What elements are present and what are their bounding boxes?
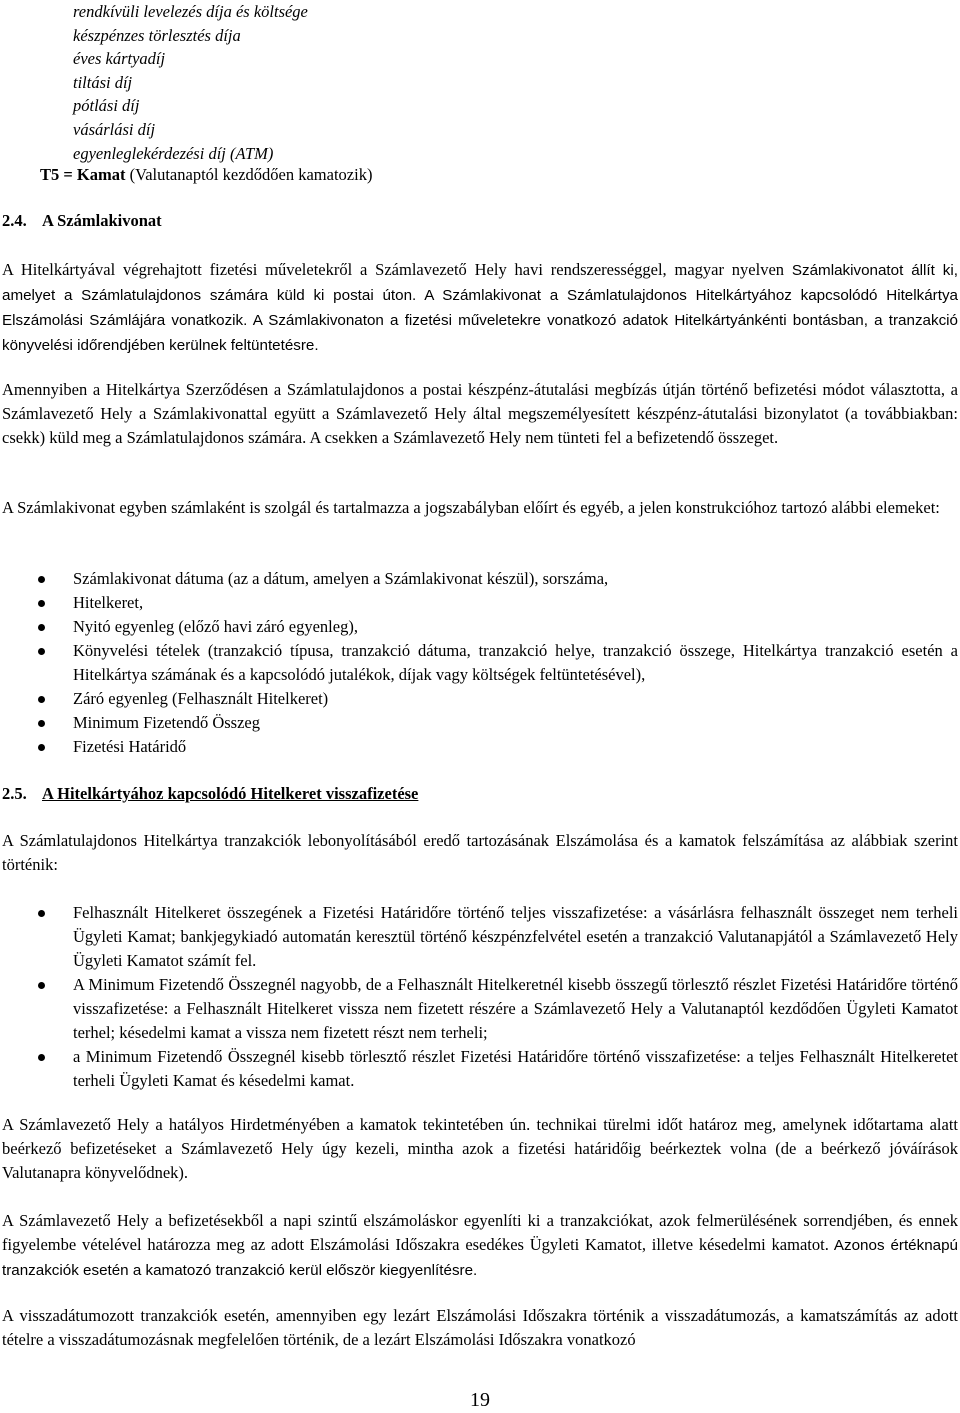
para-text-sans: Számlakivonatot állít ki, amelyet a Számlatulajdonos számára küld ki postai úton. A Számlakivonat a Számlatulajdonos Hitelkártyához kapcsolódó Hitelkártya Elszámolási Számlájára vonatkozik. A Számlakivonaton a fizetési műveletekre vonatkozó adatok Hitelkártyánkénti bontásban, a tranzakció könyvelési időrendjében kerülnek feltüntetésre. xyxy=(2,262,958,354)
para-text: A Hitelkártyával végrehajtott fizetési műveletekről a Számlavezető Hely havi rendszerességgel, magyar nyelven xyxy=(2,260,792,279)
list-item-text: Hitelkeret, xyxy=(73,593,144,612)
list-item-text: Felhasznált Hitelkeret összegének a Fizetési Határidőre történő teljes visszafizetése: a vásárlásra felhasznált összeget nem terheli Ügyleti Kamat; bankjegykiadó automatán keresztül történő készpénzfelvétel esetén a tranzakció Valutanapjától a Számlavezető Hely Ügyleti Kamatot számít fel. xyxy=(73,903,958,970)
list-item xyxy=(0,639,958,687)
para-text-sans: Azonos értéknapú tranzakciók esetén a kamatozó tranzakció kerül először kiegyenlítésre. xyxy=(2,1237,958,1279)
list-item-text: Fizetési Határidő xyxy=(73,737,187,756)
section-2-5-para-3 xyxy=(2,1209,958,1283)
list-item xyxy=(0,1045,958,1093)
list-item xyxy=(0,591,958,615)
page-number: 19 xyxy=(470,1389,490,1411)
section-2-5-para-4: A visszadátumozott tranzakciók esetén, amennyiben egy lezárt Elszámolási Időszakra történik a visszadátumozás, a kamatszámítás az adott tételre a visszadátumozásnak megfelelően történik, de a lezárt Elszámolási Időszakra vonatkozó xyxy=(2,1306,958,1349)
fee-item: vásárlási díj xyxy=(73,119,156,139)
para-text: A Számlavezető Hely a befizetésekből a napi szintű elszámoláskor egyenlíti ki a tranzakciókat, azok felmerülésének sorrendjében, és ennek figyelembe vételével határozza meg az adott Elszámolási Időszakra esedékes Ügyleti Kamatot, illetve késedelmi kamatot. xyxy=(2,1211,958,1254)
list-item-text: Minimum Fizetendő Összeg xyxy=(73,713,260,732)
list-item xyxy=(0,687,958,711)
t5-code: T5 = Kamat xyxy=(40,165,126,184)
list-item xyxy=(0,735,958,759)
t5-note: (Valutanaptól kezdődően kamatozik) xyxy=(125,165,373,184)
bullet-icon xyxy=(38,1054,45,1061)
fee-item: egyenleglekérdezési díj (ATM) xyxy=(73,143,274,163)
bullet-icon xyxy=(38,648,45,655)
section-title: A Számlakivonat xyxy=(42,211,162,230)
bullet-icon xyxy=(38,744,45,751)
list-item-text: A Minimum Fizetendő Összegnél nagyobb, de a Felhasznált Hitelkeretnél kisebb összegű törlesztő részlet Fizetési Határidőre történő visszafizetése: a Felhasznált Hitelkeret vissza nem fizetett részére a Számlavezető Hely a Valutanaptól kezdődően Ügyleti Kamatot terhel; késedelmi kamat a vissza nem fizetett részt nem terheli; xyxy=(73,975,958,1042)
statement-items-list xyxy=(0,567,958,759)
fee-item: éves kártyadíj xyxy=(73,49,166,69)
list-item-text: Számlakivonat dátuma (az a dátum, amelyen a Számlakivonat készül), sorszáma, xyxy=(73,569,609,588)
section-number: 2.5. xyxy=(2,784,27,803)
list-item xyxy=(0,711,958,735)
bullet-icon xyxy=(38,600,45,607)
bullet-icon xyxy=(38,720,45,727)
fee-item: készpénzes törlesztés díja xyxy=(73,25,241,45)
list-item-text: Nyitó egyenleg (előző havi záró egyenleg), xyxy=(73,617,358,636)
section-number: 2.4. xyxy=(2,211,27,230)
bullet-icon xyxy=(38,910,45,917)
bullet-icon xyxy=(38,576,45,583)
list-item-text: a Minimum Fizetendő Összegnél kisebb törlesztő részlet Fizetési Határidőre történő visszafizetése: a teljes Felhasznált Hitelkeretet terheli Ügyleti Kamat és késedelmi kamat. xyxy=(73,1047,958,1090)
fee-item: rendkívüli levelezés díja és költsége xyxy=(73,2,308,21)
list-item xyxy=(0,567,958,591)
section-title: A Hitelkártyához kapcsolódó Hitelkeret visszafizetése xyxy=(42,784,419,803)
list-item xyxy=(0,615,958,639)
section-2-5-para-2: A Számlavezető Hely a hatályos Hirdetményében a kamatok tekintetében ún. technikai türelmi időt határoz meg, amelynek időtartama alatt beérkező befizetéseket a Számlavezető Hely úgy kezeli, mintha azok a fizetési határidőig beérkeztek volna (de a beérkező jóváírások Valutanapra könyvelődnek). xyxy=(2,1115,958,1182)
fee-list xyxy=(73,0,308,165)
list-item-text: Könyvelési tételek (tranzakció típusa, tranzakció dátuma, tranzakció helye, tranzakció összege, Hitelkártya tranzakció esetén a Hitelkártya számának és a kapcsolódó jutalékok, díjak vagy költségek feltüntetésével), xyxy=(73,641,958,684)
bullet-icon xyxy=(38,696,45,703)
list-item xyxy=(0,901,958,973)
section-2-4-para-3: A Számlakivonat egyben számlaként is szolgál és tartalmazza a jogszabályban előírt és egyéb, a jelen konstrukcióhoz tartozó alábbi elemeket: xyxy=(2,498,940,517)
bullet-icon xyxy=(38,624,45,631)
section-2-5-para-1: A Számlatulajdonos Hitelkártya tranzakciók lebonyolításából eredő tartozásának Elszámolása és a kamatok felszámítása az alábbiak szerint történik: xyxy=(2,831,958,874)
repayment-cases-list xyxy=(0,901,958,1093)
list-item xyxy=(0,973,958,1045)
list-item-text: Záró egyenleg (Felhasznált Hitelkeret) xyxy=(73,689,329,708)
fee-item: pótlási díj xyxy=(73,96,140,116)
section-2-4-heading xyxy=(2,209,958,233)
section-2-5-heading xyxy=(2,782,958,806)
section-2-4-para-2: Amennyiben a Hitelkártya Szerződésen a Számlatulajdonos a postai készpénz-átutalási megbízás útján történő befizetési módot választotta, a Számlavezető Hely a Számlakivonattal együtt a Számlavezető Hely által megszemélyesített készpénz-átutalási bizonylatot (a továbbiakban: csekk) küld meg a Számlatulajdonos számára. A csekken a Számlavezető Hely nem tünteti fel a befizetendő összeget. xyxy=(2,380,958,447)
section-2-4-para-1 xyxy=(2,258,958,358)
bullet-icon xyxy=(38,982,45,989)
t5-line xyxy=(40,163,372,187)
fee-item: tiltási díj xyxy=(73,72,133,92)
